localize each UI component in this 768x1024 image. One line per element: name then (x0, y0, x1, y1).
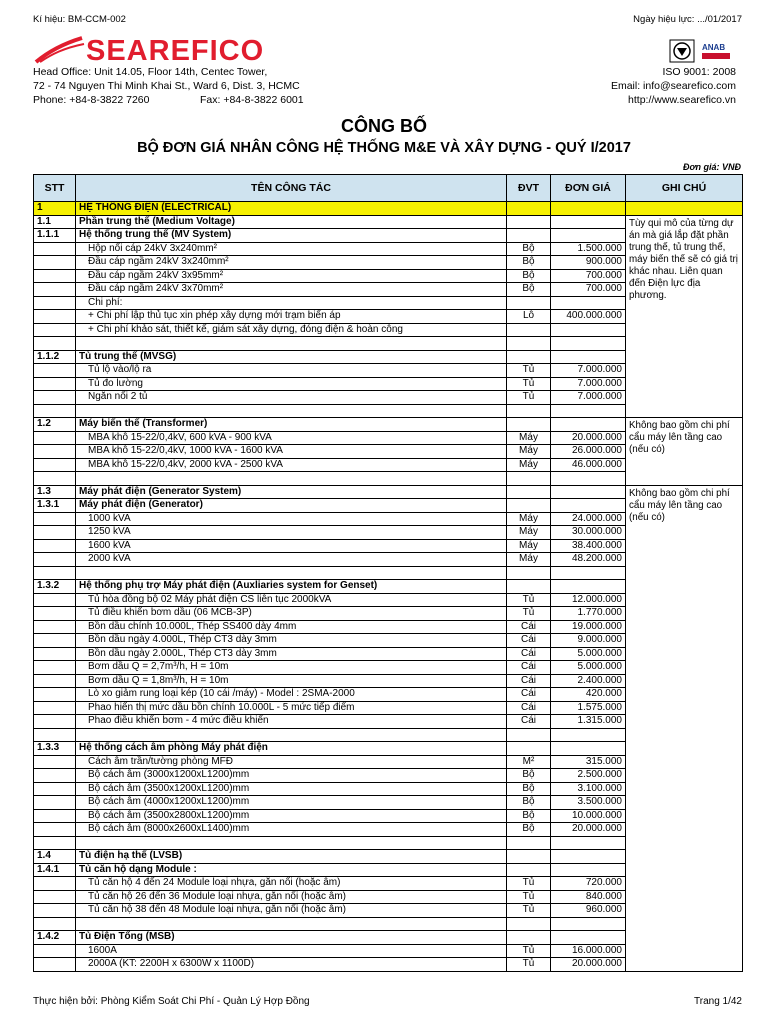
cell-stt (34, 809, 76, 823)
cell-name: MBA khô 15-22/0,4kV, 2000 kVA - 2500 kVA (76, 458, 507, 472)
cell-price: 5.000.000 (551, 647, 626, 661)
cell-price: 400.000.000 (551, 310, 626, 324)
cell-note: Không bao gồm chi phí cẩu máy lên tầng cao (nếu có) (626, 418, 743, 486)
cell-name (76, 566, 507, 580)
cell-stt (34, 431, 76, 445)
cell-unit: Cái (507, 715, 551, 729)
cell-stt (34, 404, 76, 418)
cell-unit: Bộ (507, 769, 551, 783)
cell-unit (507, 485, 551, 499)
cell-price: 1.770.000 (551, 607, 626, 621)
cell-name: 2000A (KT: 2200H x 6300W x 1100D) (76, 958, 507, 972)
cell-name: Bộ cách âm (3500x2800xL1200)mm (76, 809, 507, 823)
cell-unit: Cái (507, 620, 551, 634)
cell-name: Tủ điều khiển bơm dầu (06 MCB-3P) (76, 607, 507, 621)
cell-stt (34, 944, 76, 958)
cell-stt: 1.3.1 (34, 499, 76, 513)
cell-price (551, 337, 626, 351)
cell-name (76, 728, 507, 742)
cell-stt (34, 958, 76, 972)
cell-stt: 1.3 (34, 485, 76, 499)
cell-stt (34, 836, 76, 850)
cell-price: 3.100.000 (551, 782, 626, 796)
cell-unit (507, 472, 551, 486)
cell-price: 12.000.000 (551, 593, 626, 607)
cell-price (551, 472, 626, 486)
cell-unit (507, 229, 551, 243)
cell-price: 7.000.000 (551, 364, 626, 378)
cell-unit: Bộ (507, 269, 551, 283)
cell-note: Tùy qui mô của từng dự án mà giá lắp đặt phần trung thế, tủ trung thế, máy biến thế sẽ có giá trị khác nhau. Liên quan đến Điện lực địa phương. (626, 215, 743, 418)
cell-unit (507, 742, 551, 756)
cell-stt: 1.1.1 (34, 229, 76, 243)
cell-unit: Tủ (507, 377, 551, 391)
cell-unit: Máy (507, 512, 551, 526)
cell-name: Bộ cách âm (8000x2600xL1400)mm (76, 823, 507, 837)
cell-unit (507, 215, 551, 229)
page-title: CÔNG BỐ (340, 116, 427, 136)
cell-price (551, 202, 626, 216)
cell-unit: Tủ (507, 607, 551, 621)
cell-unit (507, 566, 551, 580)
cell-unit: Tủ (507, 877, 551, 891)
cell-unit: Bộ (507, 256, 551, 270)
cell-name: Bồn dầu ngày 2.000L, Thép CT3 dày 3mm (76, 647, 507, 661)
cell-unit: Máy (507, 458, 551, 472)
cell-price: 1.575.000 (551, 701, 626, 715)
cell-price (551, 917, 626, 931)
cell-unit: Máy (507, 445, 551, 459)
cell-name: Hệ thống cách âm phòng Máy phát điện (76, 742, 507, 756)
cell-name: Tủ căn hộ dạng Module : (76, 863, 507, 877)
cell-name: HỆ THỐNG ĐIỆN (ELECTRICAL) (76, 202, 507, 216)
cell-price: 9.000.000 (551, 634, 626, 648)
cell-name: Tủ điện hạ thế (LVSB) (76, 850, 507, 864)
cell-stt (34, 674, 76, 688)
cell-stt (34, 661, 76, 675)
col-header-price: ĐƠN GIÁ (551, 175, 626, 202)
cell-price (551, 499, 626, 513)
table-section-row (34, 485, 743, 499)
cell-name: 1250 kVA (76, 526, 507, 540)
cell-price (551, 485, 626, 499)
cell-unit: Tủ (507, 391, 551, 405)
cell-unit: Tủ (507, 904, 551, 918)
cell-price: 720.000 (551, 877, 626, 891)
form-code: Kí hiệu: BM-CCM-002 (33, 14, 126, 25)
cell-name (76, 472, 507, 486)
cell-unit: Bộ (507, 283, 551, 297)
cell-name: 1000 kVA (76, 512, 507, 526)
cell-price: 2.500.000 (551, 769, 626, 783)
cell-stt (34, 364, 76, 378)
cell-price: 700.000 (551, 283, 626, 297)
address-line-2: 72 - 74 Nguyen Thi Minh Khai St., Ward 6, Dist. 3, HCMC (33, 80, 300, 92)
cell-price: 20.000.000 (551, 823, 626, 837)
cell-name: Tủ trung thế (MVSG) (76, 350, 507, 364)
cell-name: Máy biến thế (Transformer) (76, 418, 507, 432)
cell-stt (34, 553, 76, 567)
cell-price: 10.000.000 (551, 809, 626, 823)
cell-unit: Tủ (507, 593, 551, 607)
col-header-note: GHI CHÚ (626, 175, 743, 202)
cell-stt (34, 877, 76, 891)
fax: Fax: +84-8-3822 6001 (200, 94, 304, 106)
cell-stt (34, 728, 76, 742)
cell-name: Bơm dầu Q = 2,7m³/h, H = 10m (76, 661, 507, 675)
cell-price: 900.000 (551, 256, 626, 270)
cell-price: 700.000 (551, 269, 626, 283)
certification-marks (668, 38, 738, 64)
cell-stt (34, 904, 76, 918)
cell-name: + Chi phí lập thủ tục xin phép xây dựng mới trạm biến áp (76, 310, 507, 324)
cell-unit: Cái (507, 661, 551, 675)
cell-price: 3.500.000 (551, 796, 626, 810)
cell-name: 1600A (76, 944, 507, 958)
cell-stt (34, 283, 76, 297)
anab-label: ANAB (702, 43, 726, 52)
cell-stt (34, 472, 76, 486)
cell-stt (34, 769, 76, 783)
cell-name: Bộ cách âm (3500x1200xL1200)mm (76, 782, 507, 796)
cell-price (551, 418, 626, 432)
cell-price: 5.000.000 (551, 661, 626, 675)
page-subtitle: BỘ ĐƠN GIÁ NHÂN CÔNG HỆ THỐNG M&E VÀ XÂY DỰNG - QUÝ I/2017 (137, 140, 631, 156)
cell-stt (34, 323, 76, 337)
logo-swoosh-icon (34, 34, 274, 64)
cell-price: 960.000 (551, 904, 626, 918)
cell-price (551, 296, 626, 310)
cell-stt (34, 796, 76, 810)
cell-unit (507, 863, 551, 877)
company-logo (34, 34, 274, 64)
cell-price (551, 350, 626, 364)
address-line-1: Head Office: Unit 14.05, Floor 14th, Centec Tower, (33, 66, 268, 78)
cell-unit: Cái (507, 688, 551, 702)
cell-stt (34, 296, 76, 310)
effective-date: Ngày hiệu lực: .../01/2017 (633, 14, 742, 25)
cell-stt (34, 688, 76, 702)
cell-stt: 1.3.3 (34, 742, 76, 756)
cell-stt: 1.1.2 (34, 350, 76, 364)
cell-name (76, 404, 507, 418)
cell-unit: Bộ (507, 782, 551, 796)
cell-unit (507, 323, 551, 337)
cell-unit: Tủ (507, 958, 551, 972)
cell-unit (507, 931, 551, 945)
cell-price (551, 229, 626, 243)
cell-name: Cách âm trần/tường phòng MFĐ (76, 755, 507, 769)
cell-price (551, 863, 626, 877)
cell-unit (507, 404, 551, 418)
cell-stt: 1.1 (34, 215, 76, 229)
table-section-row (34, 202, 743, 216)
cell-stt (34, 917, 76, 931)
website[interactable]: http://www.searefico.vn (628, 94, 736, 106)
cell-name: Bộ cách âm (3000x1200xL1200)mm (76, 769, 507, 783)
cell-price: 48.200.000 (551, 553, 626, 567)
cell-price: 420.000 (551, 688, 626, 702)
cell-price (551, 323, 626, 337)
cell-unit (507, 728, 551, 742)
cell-price (551, 580, 626, 594)
cell-price: 26.000.000 (551, 445, 626, 459)
cell-unit (507, 202, 551, 216)
cell-name: Đầu cáp ngầm 24kV 3x240mm² (76, 256, 507, 270)
cell-name: MBA khô 15-22/0,4kV, 600 kVA - 900 kVA (76, 431, 507, 445)
cell-name: Tủ căn hộ 38 đến 48 Module loại nhựa, gắn nổi (hoặc âm) (76, 904, 507, 918)
cell-price: 1.500.000 (551, 242, 626, 256)
cell-name: Phao điều khiển bơm - 4 mức điều khiển (76, 715, 507, 729)
cell-stt (34, 391, 76, 405)
cell-name (76, 337, 507, 351)
cell-price: 30.000.000 (551, 526, 626, 540)
cell-price: 7.000.000 (551, 377, 626, 391)
cell-unit (507, 850, 551, 864)
cell-name: Hộp nối cáp 24kV 3x240mm² (76, 242, 507, 256)
cell-price: 24.000.000 (551, 512, 626, 526)
cell-unit: M² (507, 755, 551, 769)
cell-unit: Máy (507, 431, 551, 445)
cell-note: Không bao gồm chi phí cẩu máy lên tầng cao (nếu có) (626, 485, 743, 971)
cell-unit (507, 418, 551, 432)
cell-name: Chi phí: (76, 296, 507, 310)
cell-unit (507, 350, 551, 364)
cell-price: 16.000.000 (551, 944, 626, 958)
cell-stt (34, 593, 76, 607)
cell-price: 19.000.000 (551, 620, 626, 634)
phone: Phone: +84-8-3822 7260 (33, 94, 150, 106)
cell-name: Bồn dầu ngày 4.000L, Thép CT3 dày 3mm (76, 634, 507, 648)
cell-unit: Bộ (507, 242, 551, 256)
cell-stt (34, 242, 76, 256)
cell-name: Đầu cáp ngầm 24kV 3x95mm² (76, 269, 507, 283)
cell-unit: Bộ (507, 823, 551, 837)
cell-unit: Bộ (507, 796, 551, 810)
cell-name: Hệ thống trung thế (MV System) (76, 229, 507, 243)
cell-stt (34, 620, 76, 634)
cell-unit (507, 836, 551, 850)
cell-stt (34, 526, 76, 540)
cell-name: Tủ đo lường (76, 377, 507, 391)
iso-cert-icon (668, 38, 738, 64)
cell-unit (507, 296, 551, 310)
cell-unit: Máy (507, 553, 551, 567)
cell-price: 315.000 (551, 755, 626, 769)
cell-stt: 1.3.2 (34, 580, 76, 594)
cell-name: Tủ Điện Tổng (MSB) (76, 931, 507, 945)
logo-text: SEAREFICO (86, 35, 265, 64)
cell-unit: Tủ (507, 944, 551, 958)
cell-stt: 1.2 (34, 418, 76, 432)
cell-unit (507, 917, 551, 931)
cell-unit: Tủ (507, 364, 551, 378)
cell-unit: Lô (507, 310, 551, 324)
cell-name: Tủ hòa đồng bộ 02 Máy phát điện CS liên tục 2000kVA (76, 593, 507, 607)
cell-unit: Tủ (507, 890, 551, 904)
cell-unit: Cái (507, 674, 551, 688)
cell-name: Bơm dầu Q = 1,8m³/h, H = 10m (76, 674, 507, 688)
cell-unit (507, 337, 551, 351)
cell-name: Tủ căn hộ 4 đến 24 Module loại nhựa, gắn nổi (hoặc âm) (76, 877, 507, 891)
iso-label: ISO 9001: 2008 (662, 66, 736, 78)
cell-unit: Bộ (507, 809, 551, 823)
cell-stt: 1 (34, 202, 76, 216)
cell-unit: Máy (507, 526, 551, 540)
cell-unit: Cái (507, 634, 551, 648)
cell-name: Phao hiển thị mức dầu bồn chính 10.000L - 5 mức tiếp điểm (76, 701, 507, 715)
cell-price (551, 742, 626, 756)
cell-name: Tủ căn hộ 26 đến 36 Module loại nhựa, gắn nổi (hoặc âm) (76, 890, 507, 904)
unit-note: Đơn giá: VNĐ (682, 162, 741, 172)
cell-name: 2000 kVA (76, 553, 507, 567)
cell-price (551, 850, 626, 864)
cell-stt (34, 823, 76, 837)
cell-price: 840.000 (551, 890, 626, 904)
table-body (34, 202, 743, 972)
cell-price: 1.315.000 (551, 715, 626, 729)
cell-unit (507, 580, 551, 594)
table-section-row (34, 418, 743, 432)
page-number: Trang 1/42 (694, 996, 742, 1007)
cell-price (551, 728, 626, 742)
cell-name (76, 836, 507, 850)
cell-price: 2.400.000 (551, 674, 626, 688)
email[interactable]: Email: info@searefico.com (610, 80, 736, 92)
cell-stt (34, 755, 76, 769)
cell-unit: Máy (507, 539, 551, 553)
cell-stt (34, 715, 76, 729)
cell-stt (34, 701, 76, 715)
cell-name: Lò xo giảm rung loại kép (10 cái /máy) - Model : 2SMA-2000 (76, 688, 507, 702)
cell-stt (34, 634, 76, 648)
cell-price (551, 931, 626, 945)
cell-name: Bồn dầu chính 10.000L, Thép SS400 dày 4mm (76, 620, 507, 634)
cell-name: + Chi phí khảo sát, thiết kế, giám sát xây dựng, đóng điện & hoàn công (76, 323, 507, 337)
col-header-stt: STT (34, 175, 76, 202)
cell-name: Bộ cách âm (4000x1200xL1200)mm (76, 796, 507, 810)
cell-name: Phần trung thế (Medium Voltage) (76, 215, 507, 229)
cell-name: Máy phát điện (Generator System) (76, 485, 507, 499)
cell-stt: 1.4 (34, 850, 76, 864)
cell-name: Đầu cáp ngầm 24kV 3x70mm² (76, 283, 507, 297)
cell-price: 46.000.000 (551, 458, 626, 472)
cell-stt (34, 566, 76, 580)
footer-prepared-by: Thực hiện bởi: Phòng Kiểm Soát Chi Phí - Quản Lý Hợp Đồng (33, 996, 310, 1007)
cell-name: 1600 kVA (76, 539, 507, 553)
cell-stt (34, 445, 76, 459)
cell-unit: Cái (507, 701, 551, 715)
cell-price: 38.400.000 (551, 539, 626, 553)
cell-name: Ngăn nối 2 tủ (76, 391, 507, 405)
cell-name: Hệ thống phụ trợ Máy phát điện (Auxliaries system for Genset) (76, 580, 507, 594)
cell-stt (34, 607, 76, 621)
cell-stt (34, 256, 76, 270)
cell-stt (34, 512, 76, 526)
cell-name: Tủ lộ vào/lộ ra (76, 364, 507, 378)
cell-stt (34, 377, 76, 391)
cell-price (551, 836, 626, 850)
cell-stt (34, 539, 76, 553)
cell-stt: 1.4.2 (34, 931, 76, 945)
cell-price (551, 215, 626, 229)
cell-price: 7.000.000 (551, 391, 626, 405)
cell-unit: Cái (507, 647, 551, 661)
cell-name (76, 917, 507, 931)
cell-stt (34, 458, 76, 472)
cell-stt (34, 337, 76, 351)
cell-stt (34, 310, 76, 324)
cell-stt (34, 647, 76, 661)
col-header-name: TÊN CÔNG TÁC (76, 175, 507, 202)
col-header-unit: ĐVT (507, 175, 551, 202)
cell-stt: 1.4.1 (34, 863, 76, 877)
cell-name: Máy phát điện (Generator) (76, 499, 507, 513)
cell-stt (34, 782, 76, 796)
cell-note (626, 202, 743, 216)
table-section-row (34, 215, 743, 229)
cell-price (551, 566, 626, 580)
table-header-row (34, 175, 743, 202)
cell-stt (34, 890, 76, 904)
cell-price: 20.000.000 (551, 958, 626, 972)
cell-name: MBA khô 15-22/0,4kV, 1000 kVA - 1600 kVA (76, 445, 507, 459)
cell-price: 20.000.000 (551, 431, 626, 445)
price-table (33, 174, 743, 972)
cell-price (551, 404, 626, 418)
cell-stt (34, 269, 76, 283)
cell-unit (507, 499, 551, 513)
